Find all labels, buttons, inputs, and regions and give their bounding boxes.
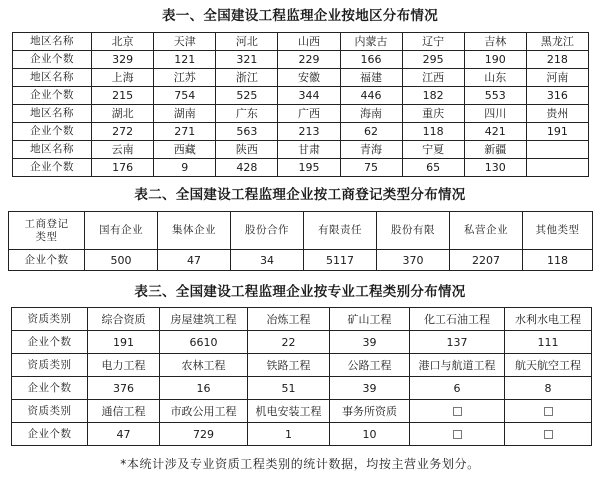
category-name-cell: 公路工程 <box>330 354 410 377</box>
region-name-header: 地区名称 <box>13 105 92 123</box>
empty-box-icon <box>453 407 462 416</box>
business-type-table <box>8 211 593 271</box>
region-name-cell: 贵州 <box>526 105 588 123</box>
region-count-cell: 9 <box>154 159 216 177</box>
region-name-cell: 河南 <box>526 69 588 87</box>
empty-box-icon <box>544 407 553 416</box>
business-count-cell: 47 <box>158 250 231 271</box>
region-name-cell: 安徽 <box>278 69 340 87</box>
region-name-cell: 江西 <box>402 69 464 87</box>
business-count-cell: 2207 <box>450 250 523 271</box>
category-name-cell: 房屋建筑工程 <box>160 308 248 331</box>
region-name-cell: 浙江 <box>216 69 278 87</box>
region-count-row <box>13 123 589 141</box>
category-count-cell: 10 <box>330 423 410 446</box>
business-type-cell: 集体企业 <box>158 212 231 250</box>
category-count-cell: 39 <box>330 377 410 400</box>
region-count-cell: 118 <box>402 123 464 141</box>
region-count-cell: 321 <box>216 51 278 69</box>
category-count-cell: 47 <box>88 423 160 446</box>
business-type-cell: 有限责任 <box>304 212 377 250</box>
region-count-cell: 229 <box>278 51 340 69</box>
category-name-cell <box>410 400 505 423</box>
region-name-cell: 湖北 <box>92 105 154 123</box>
category-name-cell: 通信工程 <box>88 400 160 423</box>
region-count-cell: 563 <box>216 123 278 141</box>
category-name-header: 资质类别 <box>12 308 88 331</box>
region-count-header: 企业个数 <box>13 123 92 141</box>
region-name-cell: 西藏 <box>154 141 216 159</box>
category-count-cell: 6 <box>410 377 505 400</box>
category-count-header: 企业个数 <box>12 423 88 446</box>
region-name-cell: 山东 <box>464 69 526 87</box>
category-count-cell <box>505 423 592 446</box>
category-count-cell: 111 <box>505 331 592 354</box>
region-name-cell: 重庆 <box>402 105 464 123</box>
region-count-cell: 525 <box>216 87 278 105</box>
region-count-cell: 553 <box>464 87 526 105</box>
region-name-cell: 北京 <box>92 33 154 51</box>
region-count-cell: 195 <box>278 159 340 177</box>
category-count-row <box>12 423 592 446</box>
region-count-header: 企业个数 <box>13 87 92 105</box>
category-count-cell <box>410 423 505 446</box>
category-count-cell: 191 <box>88 331 160 354</box>
category-count-cell: 22 <box>248 331 330 354</box>
region-count-cell: 272 <box>92 123 154 141</box>
region-name-cell: 海南 <box>340 105 402 123</box>
region-count-cell: 65 <box>402 159 464 177</box>
region-count-row <box>13 87 589 105</box>
category-name-cell: 冶炼工程 <box>248 308 330 331</box>
table2-title: 表二、全国建设工程监理企业按工商登记类型分布情况 <box>134 187 466 203</box>
region-name-cell: 青海 <box>340 141 402 159</box>
category-name-cell: 综合资质 <box>88 308 160 331</box>
category-name-cell: 农林工程 <box>160 354 248 377</box>
region-name-cell: 四川 <box>464 105 526 123</box>
category-name-cell: 矿山工程 <box>330 308 410 331</box>
category-name-row <box>12 354 592 377</box>
region-count-row <box>13 159 589 177</box>
empty-box-icon <box>544 430 553 439</box>
category-name-cell: 化工石油工程 <box>410 308 505 331</box>
category-count-cell: 137 <box>410 331 505 354</box>
region-name-cell: 山西 <box>278 33 340 51</box>
region-name-cell: 宁夏 <box>402 141 464 159</box>
region-count-cell: 130 <box>464 159 526 177</box>
business-type-cell: 国有企业 <box>85 212 158 250</box>
region-name-cell: 新疆 <box>464 141 526 159</box>
region-name-cell: 天津 <box>154 33 216 51</box>
business-type-cell: 私营企业 <box>450 212 523 250</box>
region-name-cell: 辽宁 <box>402 33 464 51</box>
category-name-cell: 市政公用工程 <box>160 400 248 423</box>
region-name-cell: 广东 <box>216 105 278 123</box>
region-name-header: 地区名称 <box>13 141 92 159</box>
category-count-cell: 51 <box>248 377 330 400</box>
business-count-header: 企业个数 <box>9 250 85 271</box>
business-count-cell: 370 <box>377 250 450 271</box>
category-name-cell <box>505 400 592 423</box>
region-count-cell: 271 <box>154 123 216 141</box>
category-name-header: 资质类别 <box>12 354 88 377</box>
region-count-cell: 176 <box>92 159 154 177</box>
region-name-cell: 福建 <box>340 69 402 87</box>
business-count-cell: 500 <box>85 250 158 271</box>
region-count-cell: 191 <box>526 123 588 141</box>
category-name-cell: 铁路工程 <box>248 354 330 377</box>
category-count-cell: 16 <box>160 377 248 400</box>
category-name-cell: 水利水电工程 <box>505 308 592 331</box>
region-count-cell: 182 <box>402 87 464 105</box>
region-count-cell: 190 <box>464 51 526 69</box>
category-count-header: 企业个数 <box>12 377 88 400</box>
region-name-cell: 云南 <box>92 141 154 159</box>
business-type-cell: 股份有限 <box>377 212 450 250</box>
region-count-cell: 75 <box>340 159 402 177</box>
business-type-header: 工商登记 类型 <box>9 212 85 250</box>
region-count-header: 企业个数 <box>13 159 92 177</box>
region-name-cell: 广西 <box>278 105 340 123</box>
region-name-cell: 湖南 <box>154 105 216 123</box>
region-distribution-table <box>12 32 589 177</box>
region-count-cell: 218 <box>526 51 588 69</box>
region-name-row <box>13 105 589 123</box>
profession-category-table <box>11 307 592 446</box>
region-name-header: 地区名称 <box>13 33 92 51</box>
region-name-cell: 上海 <box>92 69 154 87</box>
region-count-cell: 329 <box>92 51 154 69</box>
footnote: *本统计涉及专业资质工程类别的统计数据，均按主营业务划分。 <box>120 457 480 471</box>
region-name-cell: 甘肃 <box>278 141 340 159</box>
category-count-cell: 8 <box>505 377 592 400</box>
category-name-row <box>12 308 592 331</box>
category-name-cell: 港口与航道工程 <box>410 354 505 377</box>
business-type-cell: 股份合作 <box>231 212 304 250</box>
region-name-header: 地区名称 <box>13 69 92 87</box>
table1-title: 表一、全国建设工程监理企业按地区分布情况 <box>162 8 438 24</box>
category-count-cell: 729 <box>160 423 248 446</box>
region-name-row <box>13 69 589 87</box>
region-name-cell: 吉林 <box>464 33 526 51</box>
region-name-cell: 黑龙江 <box>526 33 588 51</box>
category-name-cell: 电力工程 <box>88 354 160 377</box>
region-count-cell: 421 <box>464 123 526 141</box>
region-count-cell: 754 <box>154 87 216 105</box>
business-count-cell: 5117 <box>304 250 377 271</box>
business-count-cell: 118 <box>523 250 593 271</box>
category-count-cell: 6610 <box>160 331 248 354</box>
category-name-cell: 航天航空工程 <box>505 354 592 377</box>
region-name-cell: 内蒙古 <box>340 33 402 51</box>
category-count-row <box>12 331 592 354</box>
category-name-cell: 机电安装工程 <box>248 400 330 423</box>
region-count-cell: 428 <box>216 159 278 177</box>
region-name-cell: 陕西 <box>216 141 278 159</box>
region-count-cell: 295 <box>402 51 464 69</box>
category-count-cell: 1 <box>248 423 330 446</box>
category-count-cell: 376 <box>88 377 160 400</box>
category-count-row <box>12 377 592 400</box>
category-name-row <box>12 400 592 423</box>
category-name-header: 资质类别 <box>12 400 88 423</box>
region-count-cell: 213 <box>278 123 340 141</box>
region-count-cell: 166 <box>340 51 402 69</box>
region-name-row <box>13 141 589 159</box>
region-count-cell: 344 <box>278 87 340 105</box>
region-count-cell: 121 <box>154 51 216 69</box>
table3-title: 表三、全国建设工程监理企业按专业工程类别分布情况 <box>134 284 466 300</box>
region-count-row <box>13 51 589 69</box>
category-count-cell: 39 <box>330 331 410 354</box>
business-count-cell: 34 <box>231 250 304 271</box>
region-count-header: 企业个数 <box>13 51 92 69</box>
region-count-cell: 62 <box>340 123 402 141</box>
region-count-cell: 316 <box>526 87 588 105</box>
empty-box-icon <box>453 430 462 439</box>
region-count-cell: 215 <box>92 87 154 105</box>
category-count-header: 企业个数 <box>12 331 88 354</box>
region-count-cell <box>526 159 588 177</box>
business-type-cell: 其他类型 <box>523 212 593 250</box>
region-name-cell: 河北 <box>216 33 278 51</box>
region-name-row <box>13 33 589 51</box>
region-name-cell <box>526 141 588 159</box>
category-name-cell: 事务所资质 <box>330 400 410 423</box>
region-count-cell: 446 <box>340 87 402 105</box>
region-name-cell: 江苏 <box>154 69 216 87</box>
